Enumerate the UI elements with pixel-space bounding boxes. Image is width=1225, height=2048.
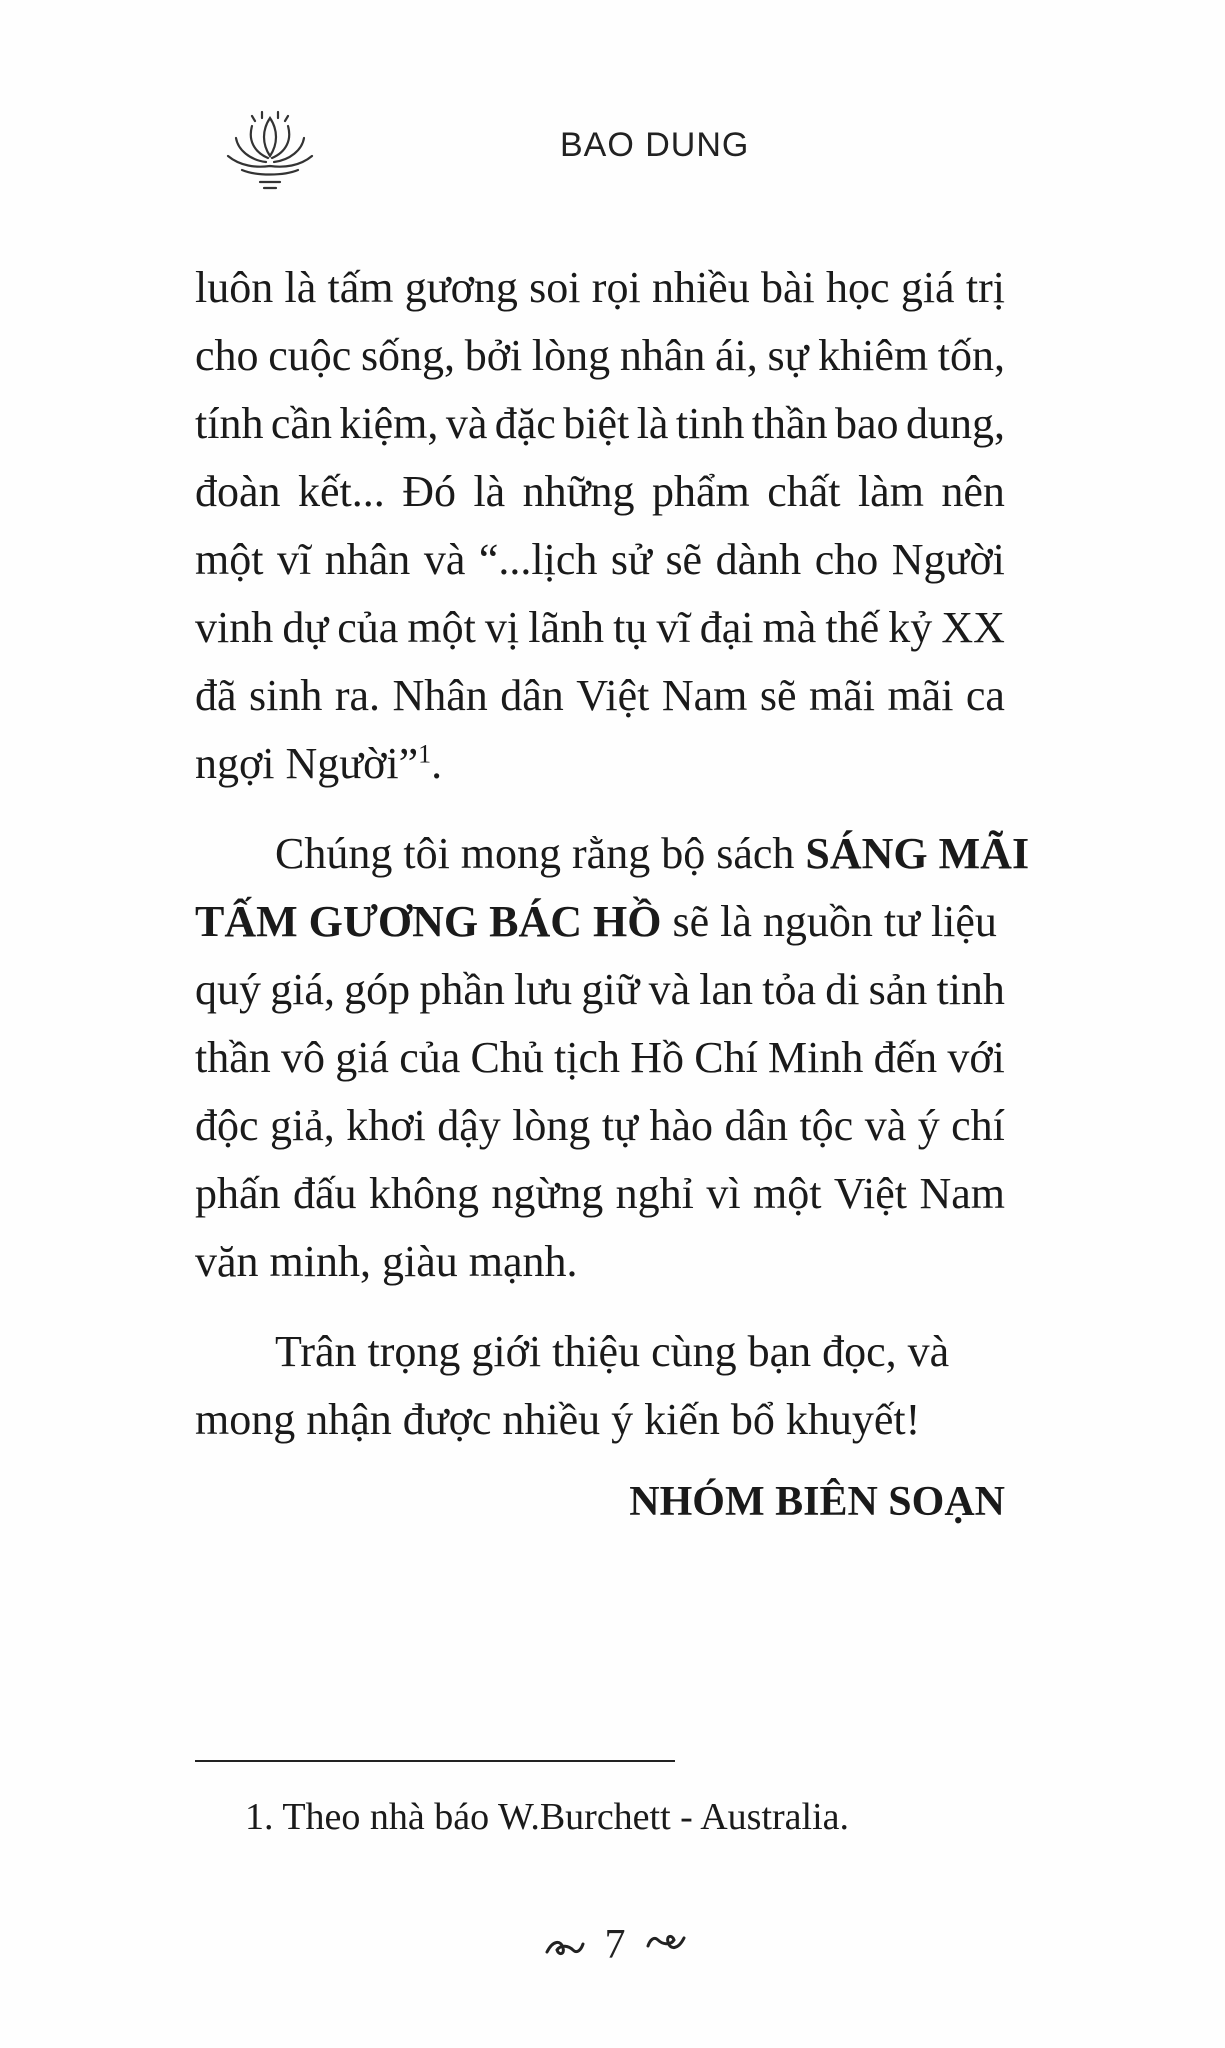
text-line: độc giả, khơi dậy lòng tự hào dân tộc và ý chí: [195, 1101, 1005, 1150]
text-line: văn minh, giàu mạnh.: [195, 1237, 578, 1286]
text-line: mong nhận được nhiều ý kiến bổ khuyết!: [195, 1395, 921, 1444]
text-fragment: .: [431, 739, 443, 788]
text-fragment: Chúng tôi mong rằng bộ sách: [275, 829, 806, 878]
text-line: tính cần kiệm, và đặc biệt là tinh thần bao dung,: [195, 399, 1005, 448]
book-series-title: TẤM GƯƠNG BÁC HỒ: [195, 897, 662, 946]
footnote-divider: [195, 1760, 675, 1762]
text-fragment: ngợi Người”: [195, 739, 419, 788]
text-line: cho cuộc sống, bởi lòng nhân ái, sự khiêm tốn,: [195, 331, 1005, 380]
text-fragment: sẽ là nguồn tư liệu: [661, 897, 997, 946]
text-line: thần vô giá của Chủ tịch Hồ Chí Minh đến với: [195, 1033, 1005, 1082]
text-line: Trân trọng giới thiệu cùng bạn đọc, và: [275, 1327, 950, 1376]
text-line: [275, 828, 1029, 879]
running-head: BAO DUNG: [560, 126, 750, 164]
text-line: quý giá, góp phần lưu giữ và lan tỏa di sản tinh: [195, 965, 1005, 1014]
text-line: vinh dự của một vị lãnh tụ vĩ đại mà thế kỷ XX: [195, 603, 1005, 652]
lotus-icon: [222, 108, 318, 196]
page-folio: [530, 1915, 700, 1975]
page-number: 7: [604, 1922, 626, 1968]
text-line: phấn đấu không ngừng nghỉ vì một Việt Nam: [195, 1169, 1005, 1218]
text-line: đoàn kết... Đó là những phẩm chất làm nên: [195, 467, 1005, 516]
text-line: một vĩ nhân và “...lịch sử sẽ dành cho Người: [195, 535, 1005, 584]
footnote-reference: 1: [418, 739, 432, 769]
signature: NHÓM BIÊN SOẠN: [629, 1479, 1005, 1525]
text-line: [195, 896, 997, 947]
text-line: đã sinh ra. Nhân dân Việt Nam sẽ mãi mãi ca: [195, 671, 1005, 720]
book-series-title: SÁNG MÃI: [805, 829, 1030, 878]
text-line: luôn là tấm gương soi rọi nhiều bài học giá trị: [195, 263, 1005, 312]
text-line: [195, 738, 442, 789]
flourish-right-icon: [644, 1930, 688, 1960]
flourish-left-icon: [543, 1930, 587, 1960]
footnote: 1. Theo nhà báo W.Burchett - Australia.: [245, 1796, 850, 1838]
